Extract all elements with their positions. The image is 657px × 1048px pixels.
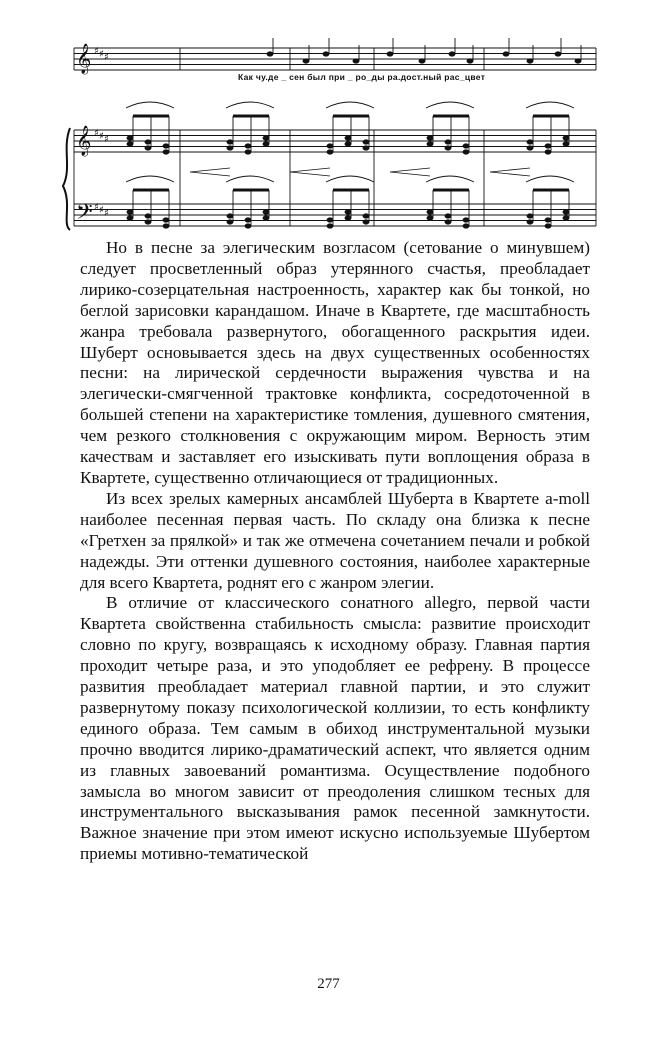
score-lyrics: Как чу.де _ сен был при _ ро_ды ра.дост.ный рас_цвет [238,72,486,82]
music-score [60,18,600,240]
page-number: 277 [317,976,340,992]
svg-text:♯: ♯ [104,52,109,63]
svg-text:♯: ♯ [104,208,109,219]
body-text [80,238,590,865]
svg-text:♯: ♯ [94,128,99,139]
svg-text:♯: ♯ [94,202,99,213]
svg-text:𝄢: 𝄢 [76,200,93,230]
svg-text:♯: ♯ [104,134,109,145]
svg-text:𝄞: 𝄞 [76,126,92,156]
svg-text:♯: ♯ [94,46,99,57]
svg-text:♯: ♯ [99,131,104,142]
paragraph-2: Из всех зрелых камерных ансамблей Шуберта в Квартете a-moll наиболее песенная первая часть. По складу она близка к песне «Гретхен за прялкой» и так же отмечена сочетанием печали и робкой надежды. Эти оттенки душевного состояния, наиболее характерные для всего Квартета, роднят его с жанром элегии. [80,488,590,592]
svg-text:♯: ♯ [99,205,104,216]
paragraph-3: В отличие от классического сонатного allegro, первой части Квартета свойственна стабильность смысла: развитие происходит словно по кругу, возвращаясь к исходному образу. Главная партия проходит четыре раза, и это уподобляет ее рефрену. В процессе развития преобладает материал главной партии, и это служит развернутому показу психологической коллизии, то есть конфликту единого образа. Тем самым в обиход инструментальной музыки прочно вводится лирико-драматический аспект, что является одним из главных завоеваний романтизма. Осуществление подобного замысла во многом зависит от преодоления слишком тесных для инструментального высказывания рамок песенной замкнутости. Важное значение при этом имеют искусно используемые Шубертом приемы мотивно-тематической [80,593,590,864]
svg-text:♯: ♯ [99,49,104,60]
paragraph-1: Но в песне за элегическим возгласом (сетование о минувшем) следует просветленный образ утерянного счастья, преобладает лирико-созерцательная настроенность, характер как бы тонкой, но беглой зарисовки карандашом. Иначе в Квартете, где масштабность жанра требовала развернутого, обогащенного раскрытия идеи. Шуберт основывается здесь на двух существенных особенностях песни: на лирической сердечности выражения чувства и на элегически-смягченной трактовке конфликта, сосредоточенной в большей степени на характеристике томления, душевного смятения, чем резкого столкновения с окружающим миром. Верность этим качествам и заставляет его изыскивать пути воплощения образа в Квартете, существенно отличающиеся от традиционных. [80,238,590,487]
svg-text:𝄞: 𝄞 [76,44,92,74]
